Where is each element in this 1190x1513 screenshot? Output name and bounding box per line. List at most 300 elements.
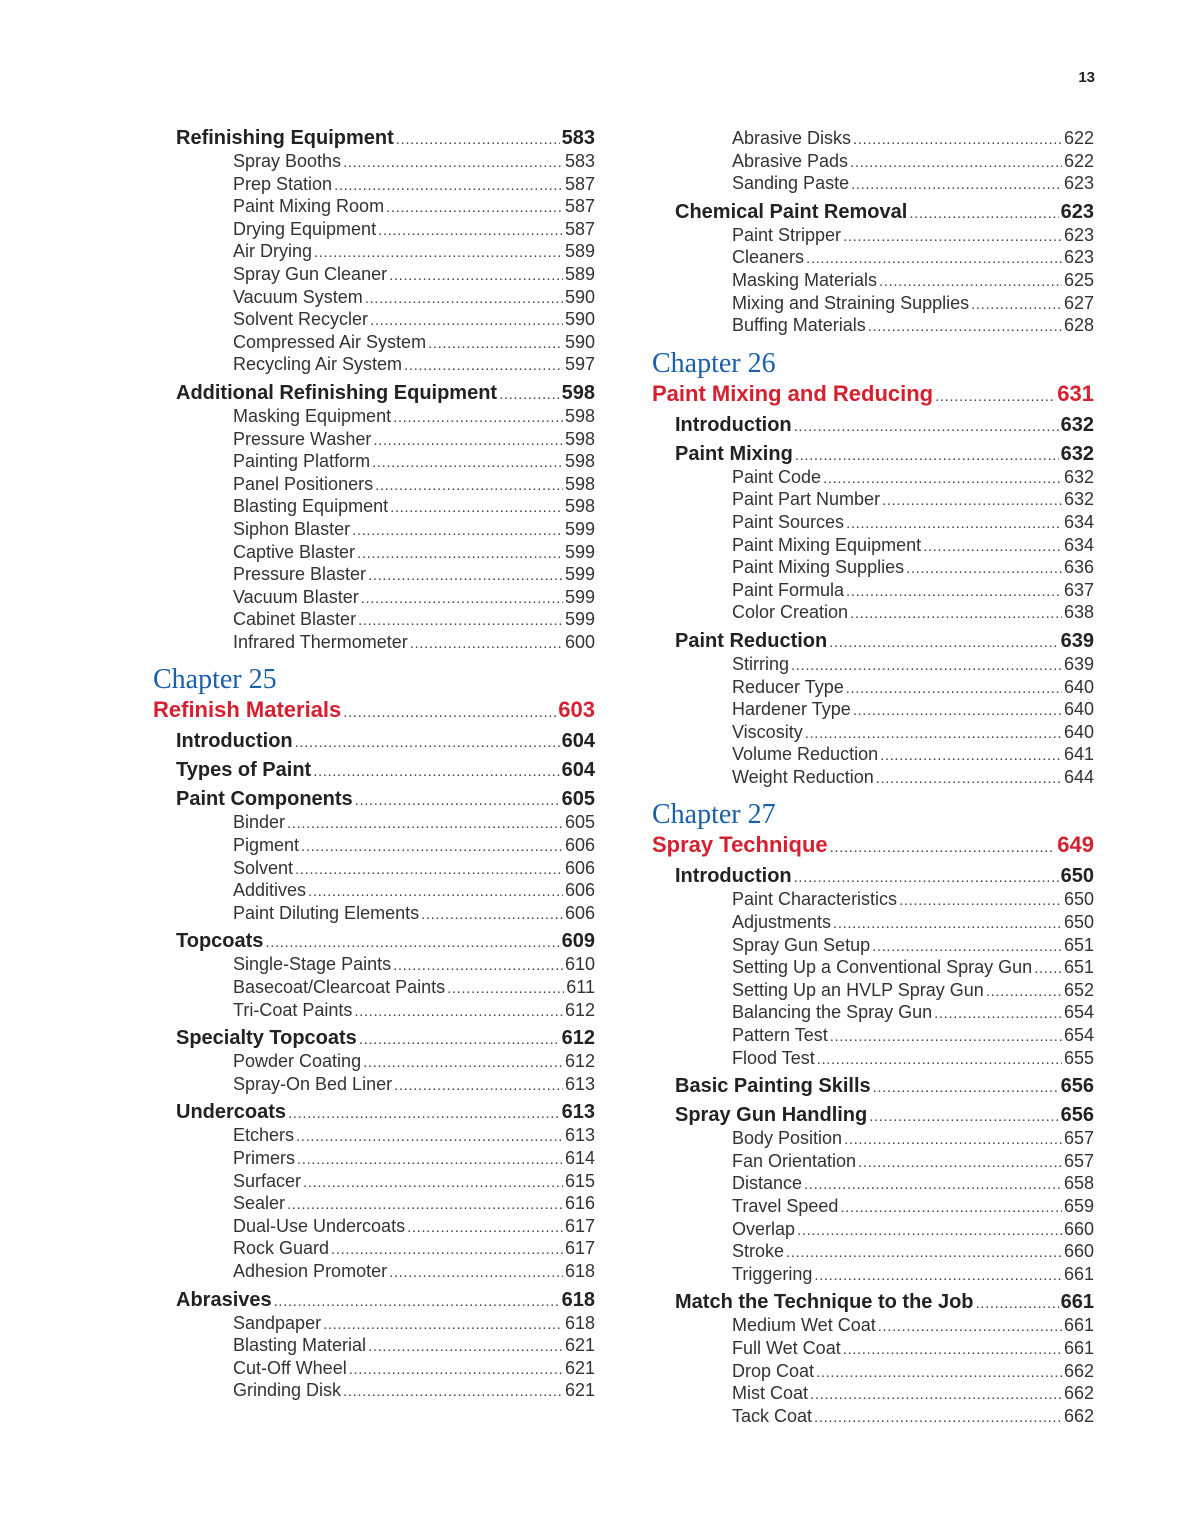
entry-page-number: 599: [564, 564, 595, 585]
entry-label: Adhesion Promoter: [233, 1260, 388, 1281]
entry-page-number: 618: [564, 1260, 595, 1281]
entry-page-number: 605: [561, 788, 595, 811]
dot-leader: [410, 631, 563, 654]
toc-subsection-entry: [652, 1360, 1094, 1383]
entry-page-number: 661: [1063, 1263, 1094, 1284]
entry-page-number: 662: [1063, 1405, 1094, 1426]
toc-subsection-entry: [652, 698, 1094, 721]
entry-page-number: 655: [1063, 1047, 1094, 1068]
toc-section-entry: [652, 865, 1094, 888]
dot-leader: [301, 834, 563, 857]
dot-leader: [295, 730, 560, 753]
dot-leader: [386, 195, 563, 218]
entry-label: Powder Coating: [233, 1051, 362, 1072]
toc-column-right: [652, 127, 1094, 1427]
dot-leader: [368, 563, 563, 586]
toc-section-entry: [652, 1291, 1094, 1314]
entry-label: Travel Speed: [732, 1196, 839, 1216]
toc-section-entry: [153, 1027, 595, 1050]
entry-label: Paint Components: [176, 788, 353, 811]
entry-label: Spray Gun Handling: [675, 1104, 868, 1127]
entry-label: Stirring: [732, 653, 790, 674]
dot-leader: [357, 541, 563, 564]
entry-page-number: 615: [564, 1170, 595, 1191]
toc-subsection-entry: [652, 934, 1094, 957]
entry-label: Paint Reduction: [675, 629, 828, 652]
toc-subsection-entry: [652, 1047, 1094, 1070]
dot-leader: [850, 601, 1062, 624]
dot-leader: [358, 608, 563, 631]
entry-label: Mist Coat: [732, 1383, 809, 1404]
toc-subsection-entry: [153, 1147, 595, 1170]
entry-page-number: 631: [1057, 380, 1094, 406]
dot-leader: [375, 473, 563, 496]
dot-leader: [343, 1379, 563, 1402]
entry-label: Grinding Disk: [233, 1380, 342, 1401]
entry-label: Chemical Paint Removal: [675, 200, 908, 223]
dot-leader: [882, 488, 1062, 511]
toc-subsection-entry: [153, 450, 595, 473]
entry-label: Rock Guard: [233, 1238, 330, 1259]
toc-subsection-entry: [153, 150, 595, 173]
entry-label: Buffing Materials: [732, 315, 866, 336]
toc-section-entry: [153, 1289, 595, 1312]
dot-leader: [363, 1050, 563, 1073]
dot-leader: [421, 902, 563, 925]
entry-label: Prep Station: [233, 173, 333, 194]
toc-subsection-entry: [652, 172, 1094, 195]
dot-leader: [850, 150, 1062, 173]
entry-label: Paint Diluting Elements: [233, 902, 420, 923]
entry-label: Spray Gun Setup: [732, 934, 871, 955]
dot-leader: [389, 263, 563, 286]
entry-label: Pattern Test: [732, 1025, 828, 1046]
entry-label: Paint Mixing Equipment: [732, 534, 922, 555]
dot-leader: [373, 428, 563, 451]
entry-label: Vacuum System: [233, 286, 363, 307]
entry-page-number: 598: [561, 381, 595, 404]
toc-section-entry: [153, 382, 595, 405]
entry-label: Distance: [732, 1173, 803, 1194]
toc-subsection-entry: [652, 676, 1094, 699]
entry-page-number: 656: [1060, 1104, 1094, 1127]
entry-label: Reducer Type: [732, 676, 844, 697]
toc-subsection-entry: [652, 1314, 1094, 1337]
entry-label: Drying Equipment: [233, 218, 377, 239]
entry-page-number: 597: [564, 354, 595, 375]
dot-leader: [794, 865, 1059, 888]
entry-label: Flood Test: [732, 1047, 815, 1068]
dot-leader: [296, 1124, 563, 1147]
toc-subsection-entry: [153, 1124, 595, 1147]
dot-leader: [804, 1172, 1062, 1195]
dot-leader: [313, 759, 559, 782]
entry-label: Blasting Equipment: [233, 496, 389, 517]
entry-page-number: 651: [1063, 934, 1094, 955]
dot-leader: [365, 286, 563, 309]
dot-leader: [389, 1260, 563, 1283]
toc-subsection-entry: [652, 466, 1094, 489]
entry-page-number: 634: [1063, 511, 1094, 532]
entry-page-number: 637: [1063, 579, 1094, 600]
dot-leader: [372, 450, 563, 473]
dot-leader: [287, 811, 563, 834]
entry-page-number: 605: [564, 812, 595, 833]
toc-subsection-entry: [153, 473, 595, 496]
toc-section-entry: [153, 730, 595, 753]
entry-page-number: 657: [1063, 1150, 1094, 1171]
entry-page-number: 599: [564, 518, 595, 539]
toc-subsection-entry: [153, 1237, 595, 1260]
entry-label: Hardener Type: [732, 699, 851, 720]
toc-subsection-entry: [652, 314, 1094, 337]
toc-subsection-entry: [153, 218, 595, 241]
entry-page-number: 612: [561, 1027, 595, 1050]
toc-subsection-entry: [153, 811, 595, 834]
entry-page-number: 657: [1063, 1128, 1094, 1149]
dot-leader: [393, 953, 563, 976]
entry-label: Medium Wet Coat: [732, 1315, 876, 1336]
toc-subsection-entry: [652, 150, 1094, 173]
toc-subsection-entry: [153, 1073, 595, 1096]
entry-label: Masking Materials: [732, 269, 878, 290]
entry-label: Spray Booths: [233, 151, 342, 171]
toc-subsection-entry: [153, 331, 595, 354]
dot-leader: [823, 466, 1062, 489]
entry-label: Additional Refinishing Equipment: [176, 381, 498, 404]
entry-label: Drop Coat: [732, 1360, 815, 1381]
entry-page-number: 618: [564, 1312, 595, 1333]
entry-page-number: 641: [1063, 744, 1094, 765]
toc-subsection-entry: [652, 888, 1094, 911]
dot-leader: [287, 1192, 563, 1215]
entry-page-number: 632: [1063, 489, 1094, 510]
entry-page-number: 587: [564, 173, 595, 194]
entry-page-number: 662: [1063, 1360, 1094, 1381]
toc-section-entry: [153, 1101, 595, 1124]
entry-label: Overlap: [732, 1218, 796, 1239]
entry-page-number: 621: [564, 1335, 595, 1356]
toc-column-left: [153, 127, 595, 1402]
entry-page-number: 623: [1060, 200, 1094, 223]
entry-label: Spray Gun Cleaner: [233, 263, 388, 284]
toc-subsection-entry: [652, 1382, 1094, 1405]
entry-page-number: 622: [1063, 128, 1094, 148]
toc-subsection-entry: [153, 495, 595, 518]
entry-label: Full Wet Coat: [732, 1337, 841, 1358]
entry-page-number: 606: [564, 835, 595, 856]
entry-page-number: 590: [564, 309, 595, 330]
entry-label: Surfacer: [233, 1170, 302, 1191]
toc-subsection-entry: [652, 579, 1094, 602]
entry-label: Blasting Material: [233, 1335, 367, 1356]
toc-subsection-entry: [652, 1263, 1094, 1286]
entry-label: Viscosity: [732, 721, 803, 742]
dot-leader: [906, 556, 1062, 579]
toc-subsection-entry: [153, 1050, 595, 1073]
toc-subsection-entry: [652, 488, 1094, 511]
entry-page-number: 660: [1063, 1241, 1094, 1262]
entry-label: Pressure Blaster: [233, 564, 367, 585]
dot-leader: [355, 788, 560, 811]
toc-subsection-entry: [652, 979, 1094, 1002]
entry-label: Sanding Paste: [732, 173, 850, 194]
entry-label: Paint Mixing: [675, 442, 793, 465]
dot-leader: [909, 201, 1058, 224]
dot-leader: [393, 405, 563, 428]
entry-label: Sealer: [233, 1193, 286, 1214]
toc-subsection-entry: [153, 879, 595, 902]
toc-subsection-entry: [652, 1218, 1094, 1241]
entry-page-number: 632: [1060, 442, 1094, 465]
entry-label: Basecoat/Clearcoat Paints: [233, 977, 446, 998]
dot-leader: [331, 1237, 563, 1260]
dot-leader: [899, 888, 1062, 911]
dot-leader: [361, 586, 563, 609]
dot-leader: [378, 218, 563, 241]
toc-subsection-entry: [153, 428, 595, 451]
chapter-title-entry: [153, 695, 595, 724]
dot-leader: [876, 766, 1062, 789]
toc-subsection-entry: [652, 1172, 1094, 1195]
toc-subsection-entry: [153, 1379, 595, 1402]
entry-page-number: 610: [564, 954, 595, 975]
chapter-heading: [652, 349, 1094, 379]
entry-label: Refinishing Equipment: [176, 127, 394, 149]
entry-label: Triggering: [732, 1263, 813, 1284]
entry-page-number: 599: [564, 586, 595, 607]
dot-leader: [791, 653, 1062, 676]
dot-leader: [814, 1263, 1062, 1286]
dot-leader: [971, 292, 1062, 315]
entry-label: Additives: [233, 880, 307, 901]
entry-page-number: 627: [1063, 292, 1094, 313]
toc-section-entry: [652, 1104, 1094, 1127]
entry-page-number: 650: [1063, 912, 1094, 933]
entry-page-number: 590: [564, 286, 595, 307]
dot-leader: [923, 534, 1062, 557]
toc-subsection-entry: [153, 518, 595, 541]
entry-page-number: 598: [564, 451, 595, 472]
entry-label: Paint Sources: [732, 511, 845, 532]
toc-subsection-entry: [652, 1405, 1094, 1428]
dot-leader: [349, 1357, 563, 1380]
dot-leader: [343, 150, 563, 173]
entry-page-number: 604: [561, 730, 595, 753]
toc-subsection-entry: [153, 902, 595, 925]
entry-page-number: 616: [564, 1193, 595, 1214]
entry-page-number: 613: [564, 1073, 595, 1094]
dot-leader: [786, 1240, 1062, 1263]
entry-page-number: 613: [564, 1125, 595, 1146]
entry-label: Tri-Coat Paints: [233, 999, 353, 1020]
dot-leader: [404, 353, 563, 376]
dot-leader: [851, 172, 1062, 195]
entry-label: Dual-Use Undercoats: [233, 1215, 406, 1236]
entry-page-number: 589: [564, 263, 595, 284]
chapter-title-entry: [652, 830, 1094, 859]
dot-leader: [274, 1289, 560, 1312]
dot-leader: [308, 879, 563, 902]
toc-subsection-entry: [652, 1150, 1094, 1173]
toc-subsection-entry: [153, 1357, 595, 1380]
entry-label: Topcoats: [176, 930, 264, 953]
entry-label: Introduction: [675, 865, 792, 888]
entry-label: Cleaners: [732, 247, 805, 268]
entry-page-number: 661: [1060, 1291, 1094, 1314]
entry-label: Chapter 27: [652, 800, 776, 831]
dot-leader: [352, 518, 563, 541]
entry-label: Introduction: [176, 730, 293, 753]
entry-label: Paint Mixing Room: [233, 196, 385, 217]
toc-subsection-entry: [153, 1260, 595, 1283]
toc-subsection-entry: [652, 1240, 1094, 1263]
toc-subsection-entry: [153, 308, 595, 331]
toc-subsection-entry: [652, 556, 1094, 579]
dot-leader: [343, 695, 556, 724]
entry-label: Sandpaper: [233, 1312, 322, 1333]
entry-page-number: 598: [564, 496, 595, 517]
entry-label: Specialty Topcoats: [176, 1027, 357, 1050]
entry-page-number: 662: [1063, 1383, 1094, 1404]
entry-label: Tack Coat: [732, 1405, 813, 1426]
toc-subsection-entry: [153, 405, 595, 428]
entry-page-number: 604: [561, 759, 595, 782]
entry-page-number: 603: [558, 697, 595, 723]
entry-label: Panel Positioners: [233, 473, 374, 494]
entry-label: Solvent Recycler: [233, 309, 369, 330]
dot-leader: [830, 830, 1056, 859]
toc-section-entry: [153, 788, 595, 811]
dot-leader: [846, 579, 1062, 602]
dot-leader: [840, 1195, 1062, 1218]
entry-label: Introduction: [675, 413, 792, 436]
entry-page-number: 659: [1063, 1196, 1094, 1216]
toc-subsection-entry: [652, 127, 1094, 150]
toc-subsection-entry: [652, 511, 1094, 534]
entry-page-number: 600: [564, 631, 595, 652]
dot-leader: [846, 511, 1062, 534]
entry-label: Chapter 26: [652, 348, 776, 379]
toc-subsection-entry: [652, 721, 1094, 744]
toc-subsection-entry: [153, 999, 595, 1022]
dot-leader: [817, 1047, 1062, 1070]
entry-label: Siphon Blaster: [233, 518, 351, 539]
dot-leader: [795, 443, 1059, 466]
dot-leader: [359, 1027, 560, 1050]
toc-subsection-entry: [153, 608, 595, 631]
entry-page-number: 640: [1063, 699, 1094, 720]
toc-section-entry: [153, 759, 595, 782]
dot-leader: [879, 269, 1062, 292]
entry-page-number: 632: [1060, 413, 1094, 436]
entry-label: Refinish Materials: [153, 697, 342, 723]
dot-leader: [814, 1405, 1062, 1428]
entry-label: Pressure Washer: [233, 428, 372, 449]
entry-page-number: 598: [564, 473, 595, 494]
dot-leader: [334, 173, 563, 196]
toc-section-entry: [652, 1075, 1094, 1098]
entry-page-number: 621: [564, 1380, 595, 1401]
toc-subsection-entry: [652, 956, 1094, 979]
entry-label: Masking Equipment: [233, 405, 392, 426]
entry-page-number: 623: [1063, 173, 1094, 194]
toc-subsection-entry: [652, 653, 1094, 676]
toc-subsection-entry: [153, 1170, 595, 1193]
toc-subsection-entry: [153, 541, 595, 564]
entry-page-number: 621: [564, 1357, 595, 1378]
entry-label: Infrared Thermometer: [233, 631, 408, 652]
entry-page-number: 590: [564, 331, 595, 352]
entry-page-number: 614: [564, 1148, 595, 1168]
entry-label: Pigment: [233, 835, 300, 856]
entry-label: Setting Up an HVLP Spray Gun: [732, 979, 984, 1000]
chapter-heading: [652, 800, 1094, 830]
toc-subsection-entry: [652, 534, 1094, 557]
dot-leader: [314, 240, 563, 263]
entry-label: Captive Blaster: [233, 541, 356, 562]
toc-subsection-entry: [153, 563, 595, 586]
entry-page-number: 661: [1063, 1315, 1094, 1336]
toc-subsection-entry: [652, 766, 1094, 789]
dot-leader: [843, 224, 1062, 247]
dot-leader: [794, 414, 1059, 437]
entry-page-number: 606: [564, 880, 595, 901]
entry-page-number: 658: [1063, 1173, 1094, 1194]
dot-leader: [303, 1170, 563, 1193]
entry-page-number: 625: [1063, 269, 1094, 290]
dot-leader: [295, 857, 563, 880]
entry-label: Paint Stripper: [732, 224, 842, 245]
toc-subsection-entry: [153, 173, 595, 196]
dot-leader: [873, 1075, 1059, 1098]
entry-label: Recycling Air System: [233, 354, 403, 375]
entry-page-number: 587: [564, 196, 595, 217]
toc-subsection-entry: [153, 857, 595, 880]
entry-page-number: 599: [564, 609, 595, 630]
entry-page-number: 640: [1063, 676, 1094, 697]
toc-subsection-entry: [153, 631, 595, 654]
toc-subsection-entry: [153, 195, 595, 218]
page-number: 13: [1078, 69, 1095, 86]
entry-label: Chapter 25: [153, 665, 277, 696]
toc-section-entry: [153, 930, 595, 953]
entry-label: Balancing the Spray Gun: [732, 1002, 933, 1023]
entry-label: Primers: [233, 1148, 295, 1168]
entry-page-number: 632: [1063, 466, 1094, 487]
dot-leader: [844, 1127, 1062, 1150]
entry-page-number: 636: [1063, 557, 1094, 578]
entry-label: Spray-On Bed Liner: [233, 1073, 393, 1094]
toc-subsection-entry: [652, 246, 1094, 269]
entry-page-number: 651: [1063, 957, 1094, 978]
toc-subsection-entry: [652, 743, 1094, 766]
dot-leader: [853, 698, 1062, 721]
entry-label: Fan Orientation: [732, 1150, 857, 1171]
entry-label: Body Position: [732, 1128, 843, 1149]
entry-page-number: 606: [564, 902, 595, 923]
dot-leader: [858, 1150, 1062, 1173]
entry-page-number: 644: [1063, 766, 1094, 787]
entry-label: Single-Stage Paints: [233, 954, 392, 975]
entry-page-number: 654: [1063, 1025, 1094, 1046]
entry-label: Adjustments: [732, 912, 832, 933]
chapter-heading: [153, 665, 595, 695]
entry-page-number: 656: [1060, 1075, 1094, 1098]
entry-label: Abrasives: [176, 1288, 272, 1311]
entry-page-number: 639: [1060, 629, 1094, 652]
entry-page-number: 609: [561, 930, 595, 953]
